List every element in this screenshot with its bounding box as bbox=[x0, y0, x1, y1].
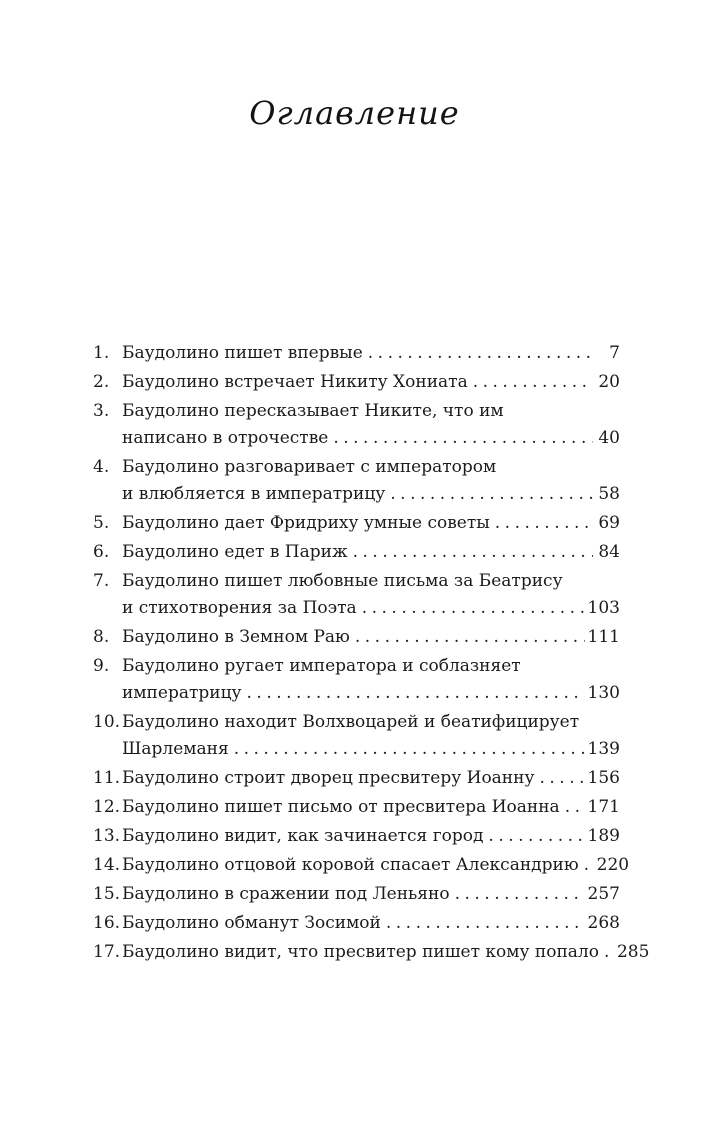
dot-leader bbox=[357, 595, 585, 622]
toc-entry-line bbox=[122, 369, 620, 396]
toc-entry-page-number: 20 bbox=[598, 372, 620, 392]
toc-entry-page-number: 69 bbox=[598, 513, 620, 533]
dot-leader bbox=[560, 794, 585, 821]
toc-list bbox=[93, 340, 650, 968]
toc-entry bbox=[93, 624, 620, 651]
toc-entry-line bbox=[122, 794, 620, 821]
toc-entry bbox=[93, 340, 620, 367]
toc-entry-number: 5. bbox=[93, 513, 110, 533]
toc-entry-number: 13. bbox=[93, 826, 121, 846]
toc-entry-text: Баудолино дает Фридриху умные советы bbox=[122, 513, 490, 533]
toc-entry-line bbox=[122, 624, 620, 651]
toc-entry-page-number: 7 bbox=[609, 343, 620, 363]
toc-entry-line bbox=[122, 680, 620, 707]
toc-entry bbox=[93, 369, 620, 396]
toc-entry-body bbox=[122, 939, 650, 966]
toc-entry-number: 11. bbox=[93, 768, 121, 788]
toc-entry-page-number: 139 bbox=[587, 739, 620, 759]
toc-entry-body bbox=[122, 910, 620, 937]
toc-entry bbox=[93, 454, 620, 508]
dot-leader bbox=[363, 340, 593, 367]
dot-leader bbox=[534, 765, 584, 792]
toc-entry-text: Баудолино отцовой коровой спасает Александрию bbox=[122, 855, 579, 875]
toc-entry-body bbox=[122, 539, 620, 566]
toc-entry-body bbox=[122, 765, 620, 792]
toc-entry-text: Баудолино встречает Никиту Хониата bbox=[122, 372, 468, 392]
toc-entry-text: написано в отрочестве bbox=[122, 428, 329, 448]
toc-entry-page-number: 257 bbox=[587, 884, 620, 904]
toc-entry-line bbox=[122, 939, 650, 966]
toc-entry-page-number: 285 bbox=[616, 942, 650, 962]
toc-entry-text: Баудолино обманут Зосимой bbox=[122, 913, 381, 933]
toc-entry-number: 3. bbox=[93, 401, 110, 421]
toc-entry-number: 14. bbox=[93, 855, 121, 875]
toc-entry-body bbox=[122, 881, 620, 908]
dot-leader bbox=[229, 736, 585, 763]
toc-entry-line bbox=[122, 765, 620, 792]
toc-entry-body bbox=[122, 510, 620, 537]
toc-entry bbox=[93, 794, 620, 821]
toc-entry-number: 7. bbox=[93, 571, 110, 591]
toc-entry-text: Баудолино пишет письмо от пресвитера Иоанна bbox=[122, 797, 560, 817]
toc-entry-line: Баудолино находит Волхвоцарей и беатифицирует bbox=[122, 712, 580, 732]
toc-entry-line bbox=[122, 425, 620, 452]
toc-entry-line bbox=[122, 595, 620, 622]
toc-entry-page-number: 40 bbox=[598, 428, 620, 448]
toc-entry-number: 1. bbox=[93, 343, 110, 363]
toc-entry-body bbox=[122, 709, 620, 763]
toc-entry-line: Баудолино ругает императора и соблазняет bbox=[122, 656, 521, 676]
dot-leader bbox=[490, 510, 593, 537]
toc-entry-number: 9. bbox=[93, 656, 110, 676]
toc-entry-text: Баудолино в сражении под Леньяно bbox=[122, 884, 450, 904]
toc-entry-number: 17. bbox=[93, 942, 121, 962]
toc-entry-line bbox=[122, 881, 620, 908]
toc-entry bbox=[93, 910, 620, 937]
toc-entry-line: Баудолино разговаривает с императором bbox=[122, 457, 497, 477]
toc-entry bbox=[93, 510, 620, 537]
toc-entry-page-number: 189 bbox=[587, 826, 620, 846]
toc-entry-body bbox=[122, 340, 620, 367]
toc-entry-text: и стихотворения за Поэта bbox=[122, 598, 357, 618]
toc-entry-line bbox=[122, 510, 620, 537]
dot-leader bbox=[483, 823, 584, 850]
toc-entry-line bbox=[122, 852, 630, 879]
toc-entry-body bbox=[122, 624, 620, 651]
toc-entry-number: 8. bbox=[93, 627, 110, 647]
toc-entry-line bbox=[122, 910, 620, 937]
dot-leader bbox=[350, 624, 585, 651]
toc-entry bbox=[93, 709, 620, 763]
toc-entry-body bbox=[122, 852, 630, 879]
toc-entry-page-number: 84 bbox=[598, 542, 620, 562]
page-title: Оглавление bbox=[249, 94, 460, 132]
toc-entry bbox=[93, 852, 630, 879]
toc-entry-page-number: 111 bbox=[587, 627, 620, 647]
toc-entry bbox=[93, 765, 620, 792]
dot-leader bbox=[599, 939, 614, 966]
toc-entry bbox=[93, 568, 620, 622]
toc-entry-text: и влюбляется в императрицу bbox=[122, 484, 386, 504]
toc-entry-page-number: 58 bbox=[598, 484, 620, 504]
toc-entry-body bbox=[122, 454, 620, 508]
toc-entry-page-number: 268 bbox=[587, 913, 620, 933]
toc-entry-text: Шарлеманя bbox=[122, 739, 229, 759]
toc-entry-body bbox=[122, 398, 620, 452]
toc-entry-number: 15. bbox=[93, 884, 121, 904]
toc-entry-number: 10. bbox=[93, 712, 121, 732]
dot-leader bbox=[579, 852, 594, 879]
toc-entry-number: 4. bbox=[93, 457, 110, 477]
toc-entry-text: Баудолино видит, как зачинается город bbox=[122, 826, 484, 846]
toc-entry-number: 12. bbox=[93, 797, 121, 817]
toc-entry bbox=[93, 539, 620, 566]
toc-entry-line: Баудолино пересказывает Никите, что им bbox=[122, 401, 504, 421]
toc-entry-line bbox=[122, 340, 620, 367]
toc-entry bbox=[93, 653, 620, 707]
toc-entry-body bbox=[122, 369, 620, 396]
toc-entry-text: Баудолино строит дворец пресвитеру Иоанну bbox=[122, 768, 535, 788]
dot-leader bbox=[381, 910, 585, 937]
toc-entry bbox=[93, 398, 620, 452]
toc-entry-line bbox=[122, 823, 620, 850]
toc-entry-text: императрицу bbox=[122, 683, 242, 703]
toc-entry-text: Баудолино в Земном Раю bbox=[122, 627, 350, 647]
dot-leader bbox=[385, 481, 593, 508]
toc-entry-text: Баудолино видит, что пресвитер пишет кому попало bbox=[122, 942, 599, 962]
toc-entry-body bbox=[122, 823, 620, 850]
toc-entry-page-number: 171 bbox=[587, 797, 620, 817]
toc-entry-body bbox=[122, 653, 620, 707]
toc-entry-page-number: 103 bbox=[587, 598, 620, 618]
dot-leader bbox=[468, 369, 593, 396]
toc-entry bbox=[93, 939, 650, 966]
toc-entry-line bbox=[122, 736, 620, 763]
dot-leader bbox=[242, 680, 585, 707]
toc-entry bbox=[93, 823, 620, 850]
toc-entry-line bbox=[122, 481, 620, 508]
dot-leader bbox=[450, 881, 585, 908]
toc-entry-text: Баудолино пишет впервые bbox=[122, 343, 363, 363]
toc-entry-page-number: 220 bbox=[596, 855, 630, 875]
toc-entry-text: Баудолино едет в Париж bbox=[122, 542, 348, 562]
toc-entry-page-number: 130 bbox=[587, 683, 620, 703]
toc-entry-page-number: 156 bbox=[587, 768, 620, 788]
toc-entry-line bbox=[122, 539, 620, 566]
toc-entry-line: Баудолино пишет любовные письма за Беатрису bbox=[122, 571, 563, 591]
dot-leader bbox=[348, 539, 593, 566]
toc-entry-number: 2. bbox=[93, 372, 110, 392]
toc-entry-number: 16. bbox=[93, 913, 121, 933]
dot-leader bbox=[328, 425, 593, 452]
toc-entry bbox=[93, 881, 620, 908]
toc-entry-body bbox=[122, 568, 620, 622]
toc-entry-number: 6. bbox=[93, 542, 110, 562]
toc-entry-body bbox=[122, 794, 620, 821]
